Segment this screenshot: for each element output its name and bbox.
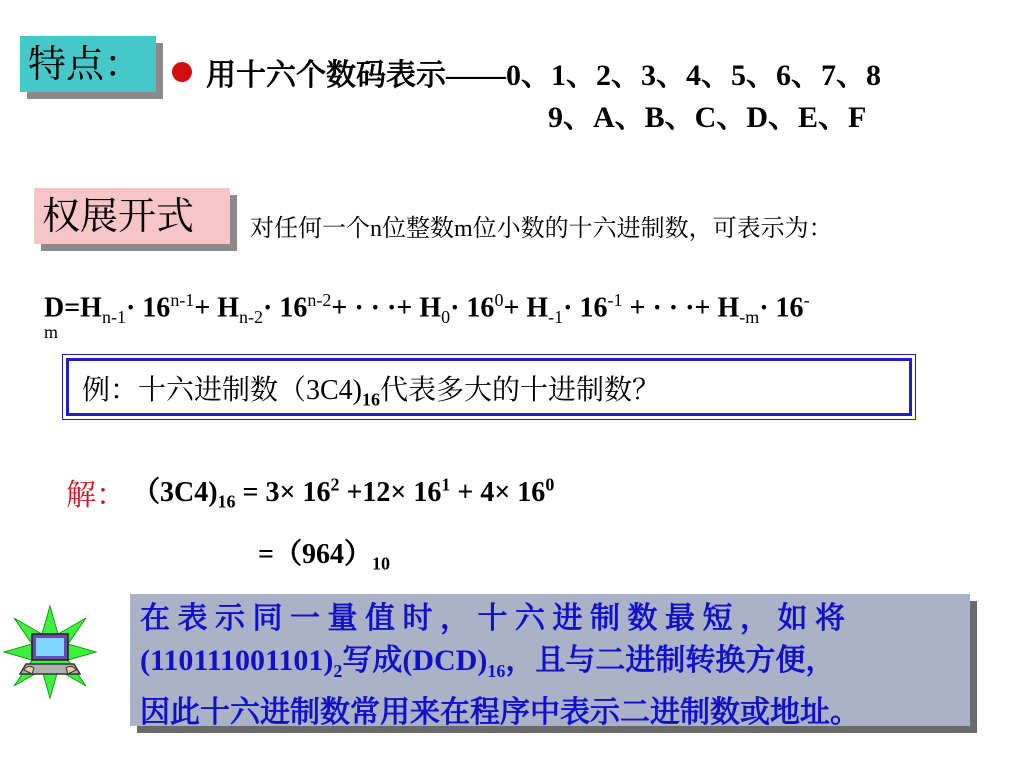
expansion-tag: 权展开式 <box>34 188 230 244</box>
solution-line-2: $=(964)_{10}$ <box>258 539 390 574</box>
features-line-2: 9、A、B、C、D、E、F <box>548 101 867 134</box>
features-line-1: 用十六个数码表示——0、1、2、3、4、5、6、7、8 <box>206 59 881 92</box>
solution-label: 解： <box>66 479 126 512</box>
solution-line-1: $(3C4)_{16} = 3\times 16^2 +12\times 16^1 + 4\times 16^0$ <box>132 474 555 512</box>
bullet-dot <box>172 62 192 82</box>
example-question: 例：十六进制数$(3C4)_{16}$代表多大的十进制数？ <box>82 375 661 410</box>
expansion-description: 对任何一个n位整数m位小数的十六进制数，可表示为： <box>250 216 833 242</box>
features-tag: 特点： <box>20 36 156 92</box>
formula-wrap-tail: m <box>44 322 59 342</box>
computer-icon <box>2 604 98 700</box>
expansion-formula: $D=H_{n-1}\cdot 16^{n-1}+ H_{n-2}\cdot 16^{n-2}+$ · · ·+ $H_0\cdot 16^0+ H_{-1}\cdot 16^{-1}$ + · · ·+ $H_{-m}\cdot 16^-$ <box>44 290 810 327</box>
note-text: 在 表 示 同 一 量 值 时 ， 十 六 进 制 数 最 短 ， 如 将 $(110111001101)_2$写成$(DCD)_{16}$，且与二进制转换方便， 因此十六进制数常用来在程序中表示二进制数或地址。 <box>140 602 860 729</box>
